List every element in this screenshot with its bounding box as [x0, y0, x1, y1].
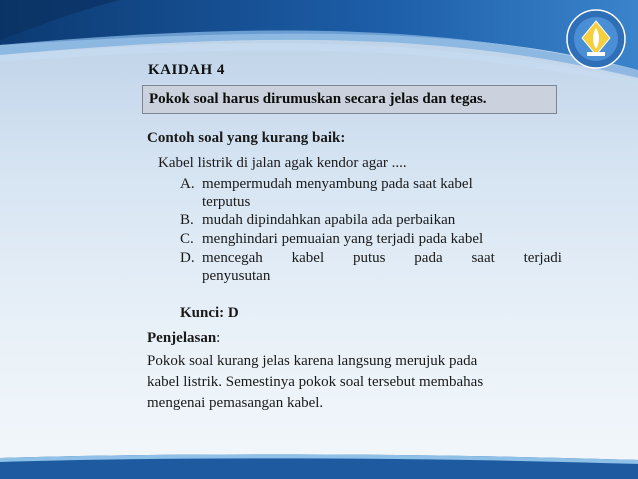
top-decorative-band [0, 0, 638, 95]
explanation-line-1: Pokok soal kurang jelas karena langsung merujuk pada [147, 353, 478, 369]
option-a-line-2: terputus [202, 194, 251, 210]
option-d-word: pada [414, 250, 443, 266]
question-text: Kabel listrik di jalan agak kendor agar .... [158, 155, 407, 171]
option-d-letter: D. [180, 250, 195, 266]
option-b-line-1: mudah dipindahkan apabila ada perbaikan [202, 212, 456, 228]
option-a-line-1: mempermudah menyambung pada saat kabel [202, 176, 473, 192]
explanation-line-2: kabel listrik. Semestinya pokok soal tersebut membahas [147, 374, 484, 390]
tut-wuri-handayani-emblem [565, 8, 627, 70]
option-c-line-1: menghindari pemuaian yang terjadi pada kabel [202, 231, 484, 247]
explanation-label: Penjelasan [147, 330, 217, 346]
explanation-heading [147, 330, 220, 347]
option-d-line-1 [202, 250, 562, 267]
slide-title: KAIDAH 4 [148, 62, 225, 78]
option-a-letter: A. [180, 176, 195, 192]
explanation-line-3: mengenai pemasangan kabel. [147, 395, 324, 411]
explanation-colon: : [216, 330, 221, 346]
rule-box [142, 85, 557, 114]
option-d-word: putus [352, 250, 386, 266]
rule-text: Pokok soal harus dirumuskan secara jelas dan tegas. [149, 91, 487, 107]
option-c-letter: C. [180, 231, 194, 247]
option-d-word: terjadi [523, 250, 562, 266]
option-b-letter: B. [180, 212, 194, 228]
bottom-decorative-band [0, 452, 638, 479]
option-d-word: kabel [291, 250, 325, 266]
option-d-word: saat [471, 250, 495, 266]
example-heading: Contoh soal yang kurang baik: [147, 130, 346, 146]
answer-key: Kunci: D [180, 305, 239, 321]
option-d-line-2: penyusutan [202, 268, 271, 284]
option-d-word: mencegah [202, 250, 263, 266]
